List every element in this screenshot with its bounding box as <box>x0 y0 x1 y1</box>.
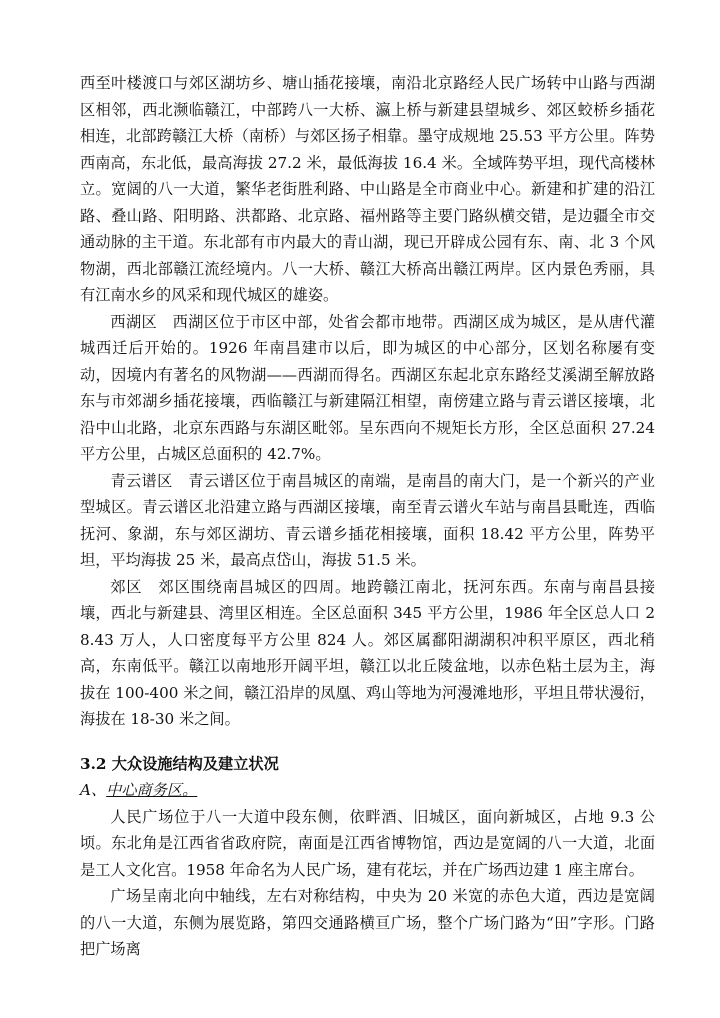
qingyunpu-district-title: 青云谱区 <box>110 471 173 490</box>
xihu-district-title: 西湖区 <box>110 312 158 331</box>
section-spacer <box>80 733 655 751</box>
paragraph-peoples-square-1: 人民广场位于八一大道中段东侧，依畔酒、旧城区，面向新城区，占地 9.3 公顷。东北角是江西省省政府院，南面是江西省博物馆，西边是宽阔的八一大道，北面是工人文化宫。1958 年命名为人民广场，建有花坛，并在广场西边建 1 座主席台。 <box>80 807 655 879</box>
suburban-district-title: 郊区 <box>110 577 143 596</box>
xihu-district-body: 西湖区位于市区中部，处省会都市地带。西湖区成为城区，是从唐代灌城西迁后开始的。1926 年南昌建市以后，即为城区的中心部分，区划名称屡有变动，因境内有著名的风物湖——西湖而得名。西湖区东起北京东路经艾溪湖至解放路东与市郊湖乡插花接壤，西临赣江与新建隔江相望，南傍建立路与青云谱区接壤，北沿中山北路，北京东西路与东湖区毗邻。呈东西向不规矩长方形，全区总面积 27.24 平方公里，占城区总面积的 42.7%。 <box>80 312 656 463</box>
subsection-prefix: A、 <box>80 781 107 799</box>
subsection-title: 中心商务区。 <box>106 781 198 799</box>
section-heading: 3.2 大众设施结构及建立状况 <box>80 754 279 773</box>
paragraph-suburban-district <box>80 574 655 733</box>
paragraph-donghu-continuation: 西至叶楼渡口与郊区湖坊乡、塘山插花接壤，南沿北京路经人民广场转中山路与西湖区相邻，西北濒临赣江，中部跨八一大桥、瀛上桥与新建县望城乡、郊区蛟桥乡插花相连，北部跨赣江大桥（南桥）与郊区扬子相靠。墨守成规地 25.53 平方公里。阵势西南高，东北低，最高海拔 27.2 米，最低海拔 16.4 米。全域阵势平坦，现代高楼林立。宽阔的八一大道，繁华老街胜利路、中山路是全市商业中心。新建和扩建的沿江路、叠山路、阳明路、洪都路、北京路、福州路等主要门路纵横交错，是边疆全市交通动脉的主干道。东北部有市内最大的青山湖，现已开辟成公园有东、南、北 3 个风物湖，西北部赣江流经境内。八一大桥、赣江大桥高出赣江两岸。区内景色秀丽，具有江南水乡的风采和现代城区的雄姿。 <box>80 74 655 304</box>
document-page <box>80 70 655 963</box>
qingyunpu-district-body: 青云谱区位于南昌城区的南端，是南昌的南大门，是一个新兴的产业型城区。青云谱区北沿建立路与西湖区接壤，南至青云谱火车站与南昌县毗连，西临抚河、象湖，东与郊区湖坊、青云谱乡插花相接壤，面积 18.42 平方公里，阵势平坦，平均海拔 25 米，最高点岱山，海拔 51.5 米。 <box>80 471 656 569</box>
suburban-district-body: 郊区围绕南昌城区的四周。地跨赣江南北，抚河东西。东南与南昌县接壤，西北与新建县、湾里区相连。全区总面积 345 平方公里，1986 年全区总人口 28.43 万人，人口密度每平方公里 824 人。郊区属鄱阳湖湖积冲积平原区，西北稍高，东南低平。赣江以南地形开阔平坦，赣江以北丘陵盆地，以赤色粘土层为主，海拔在 100-400 米之间，赣江沿岸的凤凰、鸡山等地为河漫滩地形，平坦且带状漫衍，海拔在 18-30 米之间。 <box>80 577 656 728</box>
subsection-heading <box>80 777 655 804</box>
paragraph-qingyunpu-district <box>80 468 655 574</box>
paragraph-xihu-district <box>80 309 655 468</box>
paragraph-peoples-square-2: 广场呈南北向中轴线，左右对称结构，中央为 20 米宽的赤色大道，西边是宽阔的八一大道，东侧为展览路，第四交通路横亘广场，整个广场门路为“田”字形。门路把广场离 <box>80 887 655 958</box>
